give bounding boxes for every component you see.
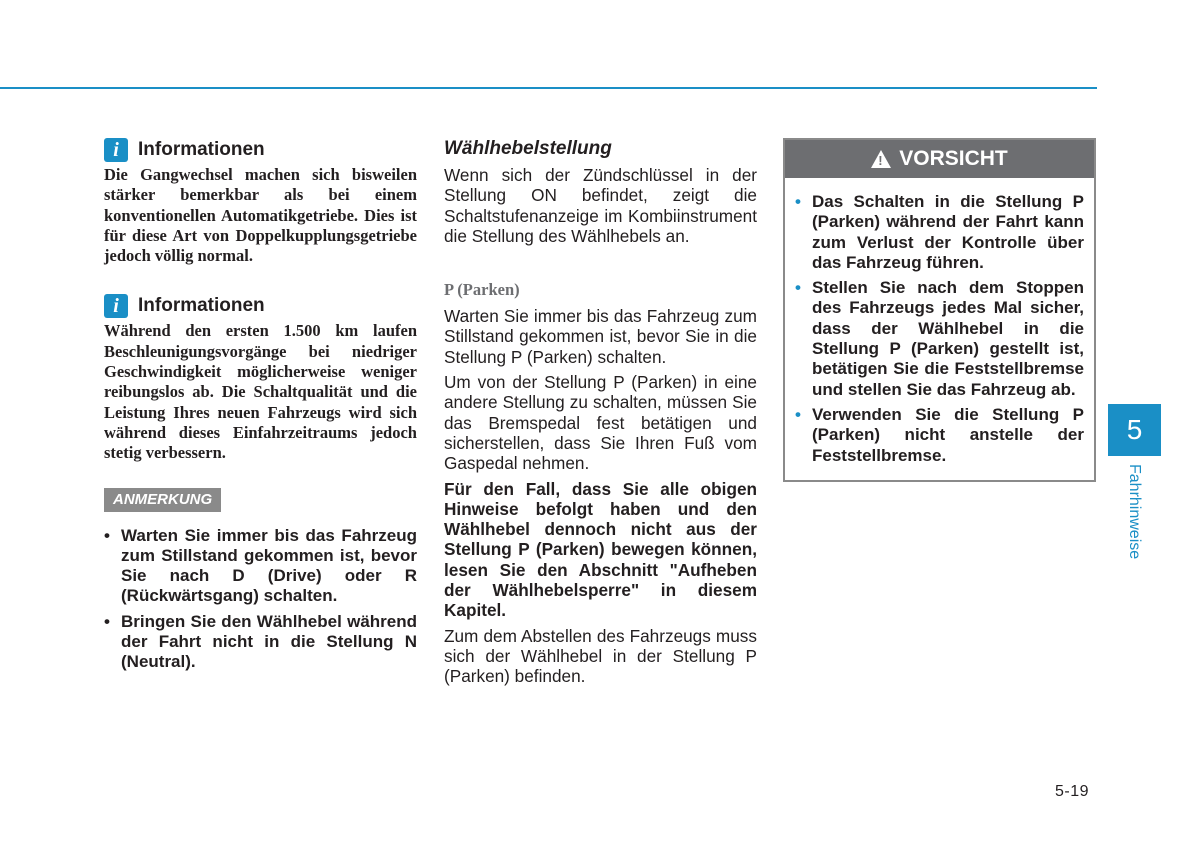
caution-item: • Stellen Sie nach dem Stoppen des Fahrzeugs jedes Mal sicher, dass der Wählhebel in die Stellung P (Parken) gestellt ist, betätigen Sie die Feststellbremse und stellen Sie das Fahrzeug ab.	[795, 278, 1084, 400]
caution-body	[785, 178, 1094, 480]
caution-list	[795, 192, 1084, 466]
caution-item: • Verwenden Sie die Stellung P (Parken) nicht anstelle der Feststellbremse.	[795, 405, 1084, 466]
chapter-tab: 5	[1108, 404, 1161, 456]
caution-item: • Das Schalten in die Stellung P (Parken) während der Fahrt kann zum Verlust der Kontrolle über das Fahrzeug führen.	[795, 192, 1084, 273]
column-middle	[444, 138, 757, 692]
info-title-1: Informationen	[138, 139, 265, 160]
caution-title: VORSICHT	[899, 147, 1008, 170]
paragraph-3: Für den Fall, dass Sie alle obigen Hinweise befolgt haben und den Wählhebel dennoch nicht aus der Stellung P (Parken) bewegen können, lesen Sie den Abschnitt "Aufheben der Wählhebelsperre" in diesem Kapitel.	[444, 478, 757, 621]
paragraph-1: Warten Sie immer bis das Fahrzeug zum Stillstand gekommen ist, bevor Sie in die Stellung P (Parken) schalten.	[444, 306, 757, 367]
info-icon: i	[104, 294, 128, 318]
info-icon: i	[104, 138, 128, 162]
caution-box	[783, 138, 1096, 482]
note-item: • Bringen Sie den Wählhebel während der Fahrt nicht in die Stellung N (Neutral).	[104, 612, 417, 673]
paragraph-4: Zum dem Abstellen des Fahrzeugs muss sich der Wählhebel in der Stellung P (Parken) befinden.	[444, 625, 757, 687]
info-text-1: Die Gangwechsel machen sich bisweilen stärker bemerkbar als bei einem konventionellen Automatikgetriebe. Dies ist für diese Art von Doppelkupplungsgetriebe jedoch völlig normal.	[104, 165, 417, 266]
info-text-2: Während den ersten 1.500 km laufen Beschleunigungsvorgänge bei niedriger Geschwindigkeit möglicherweise weniger reibungslos ab. Die Schaltqualität und die Leistung Ihres neuen Fahrzeugs wird sich während dieses Einfahrzeitraums jedoch stetig verbessern.	[104, 321, 417, 463]
info-heading-2	[104, 294, 417, 318]
note-item: • Warten Sie immer bis das Fahrzeug zum Stillstand gekommen ist, bevor Sie nach D (Drive) oder R (Rückwärtsgang) schalten.	[104, 526, 417, 607]
note-list	[104, 526, 417, 673]
subheading-p-parken: P (Parken)	[444, 280, 520, 300]
top-rule	[0, 87, 1097, 89]
intro-paragraph: Wenn sich der Zündschlüssel in der Stellung ON befindet, zeigt die Schaltstufenanzeige im Kombiinstrument die Stellung des Wählhebels an.	[444, 165, 757, 246]
section-heading: Wählhebelstellung	[444, 138, 612, 159]
warning-triangle-icon: !	[871, 150, 891, 168]
paragraph-2: Um von der Stellung P (Parken) in eine andere Stellung zu schalten, müssen Sie das Bremspedal fest betätigen und sicherstellen, dass Sie Ihren Fuß vom Gaspedal nehmen.	[444, 372, 757, 474]
note-label: ANMERKUNG	[104, 488, 221, 512]
column-right	[783, 138, 1096, 482]
column-left	[104, 138, 417, 678]
info-heading-1	[104, 138, 417, 162]
caution-header	[785, 140, 1094, 178]
chapter-title: Fahrhinweise	[1126, 464, 1143, 560]
page-number: 5-19	[1055, 783, 1090, 800]
info-title-2: Informationen	[138, 295, 265, 317]
